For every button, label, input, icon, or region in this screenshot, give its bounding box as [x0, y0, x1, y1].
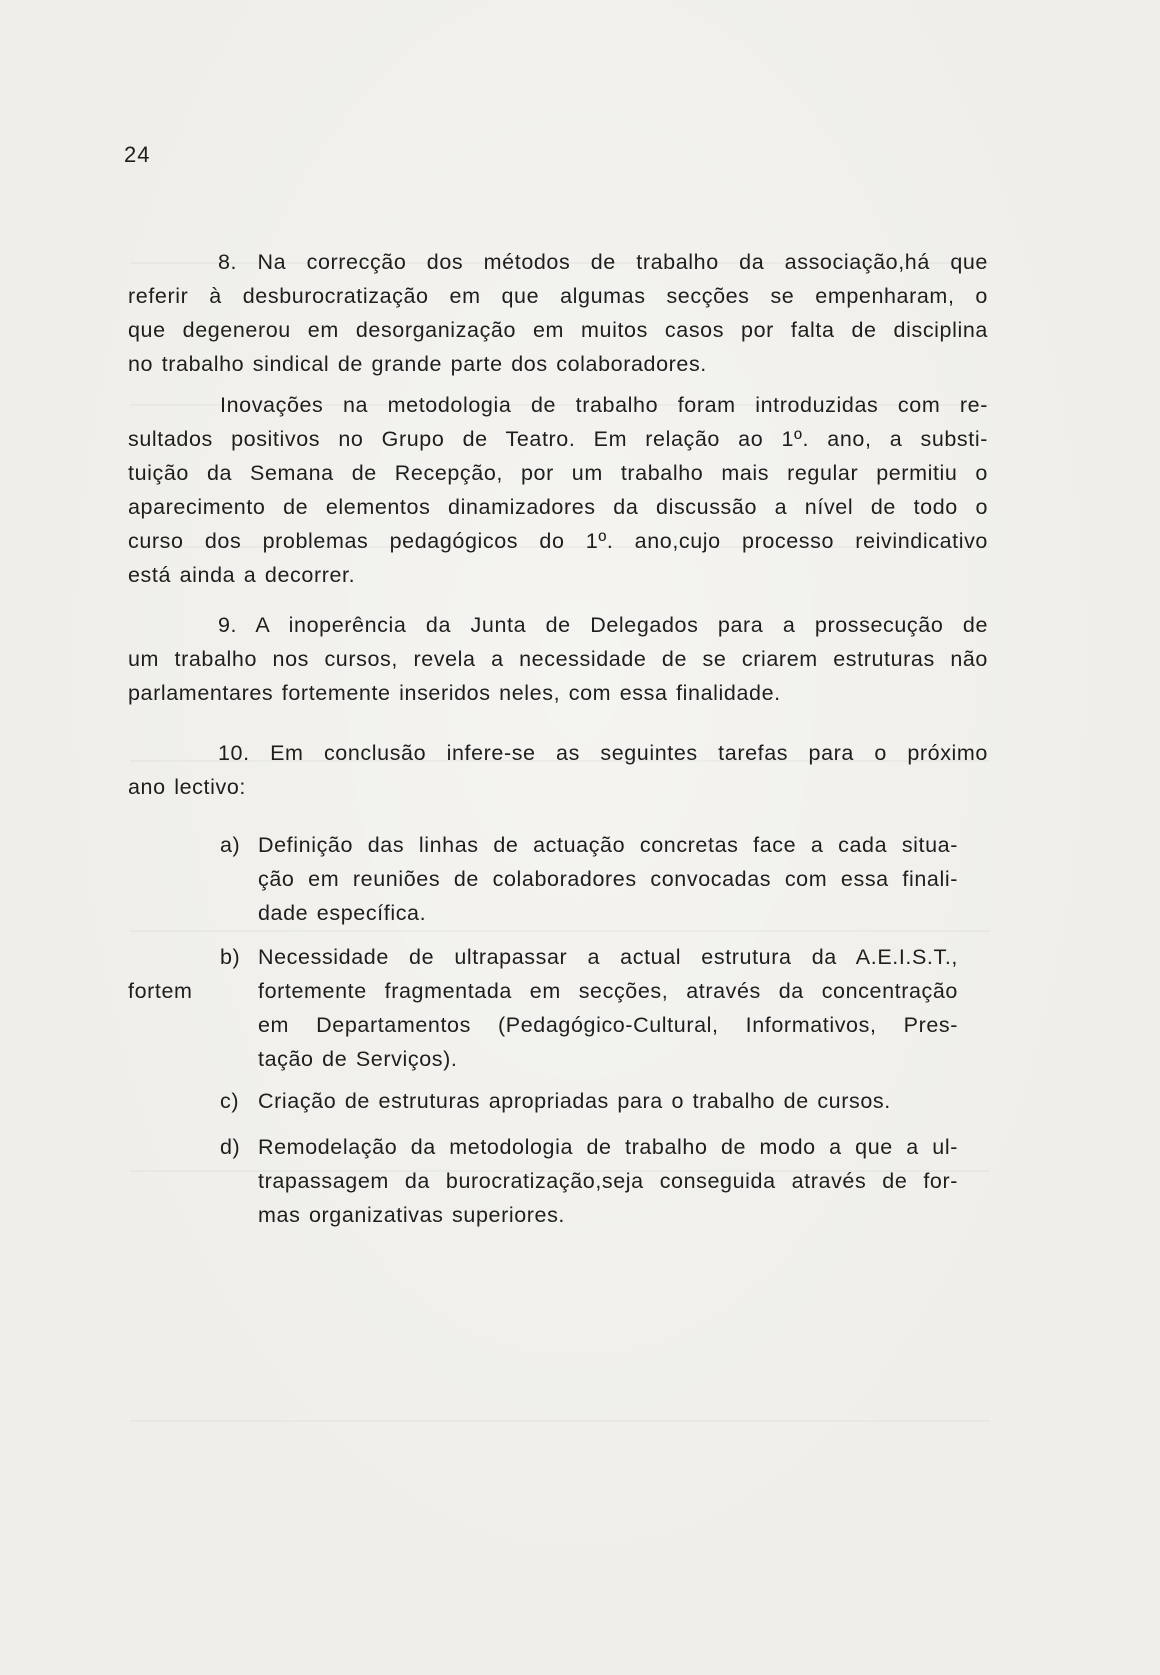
task-text [258, 940, 958, 1076]
bleed-through-line [130, 1420, 990, 1422]
task-text [258, 1130, 958, 1232]
task-line: Definição das linhas de actuação concretas face a cada situa- [258, 833, 958, 857]
margin-note: fortem [128, 979, 193, 1003]
paragraph-line: 10. Em conclusão infere-se as seguintes tarefas para o próximo [218, 741, 988, 765]
page-number: 24 [124, 142, 151, 167]
task-line: ção em reuniões de colaboradores convocadas com essa finali- [258, 867, 958, 891]
task-line: Criação de estruturas apropriadas para o trabalho de cursos. [258, 1089, 891, 1113]
task-label: b) [220, 945, 241, 969]
paragraph-9 [128, 608, 988, 710]
paragraph-line: sultados positivos no Grupo de Teatro. Em relação ao 1º. ano, a substi- [128, 427, 988, 451]
task-label: c) [220, 1089, 240, 1113]
task-line: tação de Serviços). [258, 1047, 458, 1071]
paragraph-line: curso dos problemas pedagógicos do 1º. ano,cujo processo reivindicativo [128, 529, 988, 553]
task-item-b [220, 940, 980, 1076]
task-line: Remodelação da metodologia de trabalho de modo a que a ul- [258, 1135, 958, 1159]
task-line: mas organizativas superiores. [258, 1203, 565, 1227]
paragraph-line: tuição da Semana de Recepção, por um trabalho mais regular permitiu o [128, 461, 988, 485]
task-line: fortemente fragmentada em secções, através da concentração [258, 979, 958, 1003]
paragraph-8 [128, 245, 988, 381]
paragraph-10 [128, 736, 988, 804]
task-label: d) [220, 1135, 241, 1159]
paragraph-line: 8. Na correcção dos métodos de trabalho da associação,há que [218, 250, 988, 274]
paragraph-line: que degenerou em desorganização em muitos casos por falta de disciplina [128, 318, 988, 342]
task-line: dade específica. [258, 901, 427, 925]
task-label: a) [220, 833, 241, 857]
task-text [258, 1084, 958, 1118]
paragraph-line: 9. A inoperência da Junta de Delegados para a prossecução de [218, 613, 988, 637]
paragraph-innovations [128, 388, 988, 592]
task-line: em Departamentos (Pedagógico-Cultural, Informativos, Pres- [258, 1013, 958, 1037]
task-item-a [220, 828, 980, 930]
task-line: trapassagem da burocratização,seja conseguida através de for- [258, 1169, 958, 1193]
paragraph-line: ano lectivo: [128, 775, 246, 799]
paragraph-line: um trabalho nos cursos, revela a necessidade de se criarem estruturas não [128, 647, 988, 671]
task-item-d [220, 1130, 980, 1232]
bleed-through-line [130, 930, 990, 932]
task-text [258, 828, 958, 930]
paragraph-line: está ainda a decorrer. [128, 563, 356, 587]
paragraph-line: referir à desburocratização em que algumas secções se empenharam, o [128, 284, 988, 308]
paragraph-line: Inovações na metodologia de trabalho foram introduzidas com re- [220, 393, 988, 417]
task-line: Necessidade de ultrapassar a actual estrutura da A.E.I.S.T., [258, 945, 958, 969]
paragraph-line: no trabalho sindical de grande parte dos colaboradores. [128, 352, 707, 376]
paragraph-line: parlamentares fortemente inseridos neles, com essa finalidade. [128, 681, 781, 705]
paragraph-line: aparecimento de elementos dinamizadores da discussão a nível de todo o [128, 495, 988, 519]
task-item-c [220, 1084, 980, 1118]
